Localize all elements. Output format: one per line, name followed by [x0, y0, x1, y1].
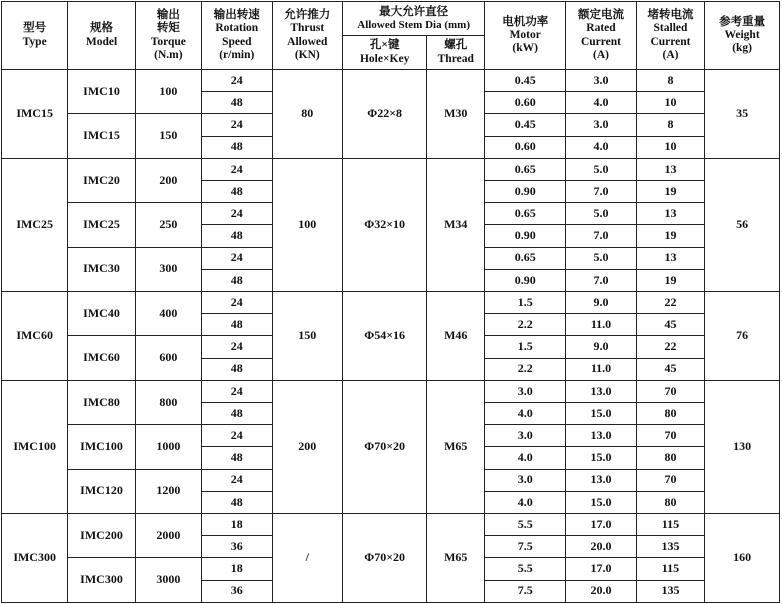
- stalled-current-cell: 10: [636, 136, 704, 158]
- rated-current-cell: 13.0: [566, 380, 637, 402]
- stalled-current-cell: 19: [636, 269, 704, 291]
- header-thread: 螺孔 Thread: [427, 36, 485, 70]
- torque-cell: 3000: [135, 558, 201, 602]
- speed-cell: 24: [202, 114, 273, 136]
- table-header: [2, 2, 780, 70]
- header-model: 规格 Model: [68, 2, 135, 70]
- thrust-cell: 200: [272, 380, 343, 513]
- weight-cell: 35: [705, 70, 780, 159]
- rated-current-cell: 20.0: [566, 536, 637, 558]
- weight-cell: 130: [705, 380, 780, 513]
- type-cell: IMC300: [2, 514, 68, 603]
- motor-power-cell: 0.90: [485, 269, 566, 291]
- rated-current-cell: 7.0: [566, 181, 637, 203]
- rated-current-cell: 13.0: [566, 469, 637, 491]
- motor-power-cell: 5.5: [485, 514, 566, 536]
- hole-key-cell: Φ54×16: [343, 292, 427, 381]
- stalled-current-cell: 45: [636, 358, 704, 380]
- torque-cell: 200: [135, 158, 201, 202]
- model-cell: IMC40: [68, 292, 135, 336]
- model-cell: IMC10: [68, 70, 135, 114]
- rated-current-cell: 15.0: [566, 403, 637, 425]
- stalled-current-cell: 115: [636, 514, 704, 536]
- stalled-current-cell: 22: [636, 292, 704, 314]
- table-row: [2, 70, 780, 92]
- rated-current-cell: 17.0: [566, 514, 637, 536]
- thread-cell: M46: [427, 292, 485, 381]
- header-thrust: 允许推力 Thrust Allowed (KN): [272, 2, 343, 70]
- hole-key-cell: Φ70×20: [343, 514, 427, 603]
- motor-power-cell: 4.0: [485, 447, 566, 469]
- header-weight: 参考重量 Weight (kg): [705, 2, 780, 70]
- header-torque: 输出 转矩 Torque (N.m): [135, 2, 201, 70]
- rated-current-cell: 9.0: [566, 336, 637, 358]
- torque-cell: 1000: [135, 425, 201, 469]
- actuator-spec-table: [1, 1, 780, 603]
- motor-power-cell: 0.90: [485, 225, 566, 247]
- stalled-current-cell: 45: [636, 314, 704, 336]
- speed-cell: 24: [202, 292, 273, 314]
- motor-power-cell: 0.60: [485, 92, 566, 114]
- torque-cell: 100: [135, 70, 201, 114]
- rated-current-cell: 4.0: [566, 92, 637, 114]
- stalled-current-cell: 80: [636, 491, 704, 513]
- rated-current-cell: 15.0: [566, 491, 637, 513]
- motor-power-cell: 5.5: [485, 558, 566, 580]
- rated-current-cell: 4.0: [566, 136, 637, 158]
- stalled-current-cell: 115: [636, 558, 704, 580]
- torque-cell: 600: [135, 336, 201, 380]
- rated-current-cell: 5.0: [566, 203, 637, 225]
- stalled-current-cell: 19: [636, 181, 704, 203]
- motor-power-cell: 2.2: [485, 358, 566, 380]
- stalled-current-cell: 70: [636, 425, 704, 447]
- speed-cell: 48: [202, 491, 273, 513]
- motor-power-cell: 3.0: [485, 469, 566, 491]
- table-row: [2, 158, 780, 180]
- model-cell: IMC30: [68, 247, 135, 291]
- stalled-current-cell: 8: [636, 114, 704, 136]
- rated-current-cell: 7.0: [566, 269, 637, 291]
- header-speed: 输出转速 Rotation Speed (r/min): [202, 2, 273, 70]
- speed-cell: 36: [202, 580, 273, 602]
- thread-cell: M65: [427, 380, 485, 513]
- rated-current-cell: 5.0: [566, 247, 637, 269]
- motor-power-cell: 3.0: [485, 380, 566, 402]
- torque-cell: 800: [135, 380, 201, 424]
- model-cell: IMC120: [68, 469, 135, 513]
- motor-power-cell: 4.0: [485, 491, 566, 513]
- rated-current-cell: 17.0: [566, 558, 637, 580]
- speed-cell: 48: [202, 225, 273, 247]
- rated-current-cell: 5.0: [566, 158, 637, 180]
- stalled-current-cell: 22: [636, 336, 704, 358]
- stalled-current-cell: 70: [636, 469, 704, 491]
- model-cell: IMC80: [68, 380, 135, 424]
- stalled-current-cell: 13: [636, 247, 704, 269]
- motor-power-cell: 1.5: [485, 336, 566, 358]
- thrust-cell: 100: [272, 158, 343, 291]
- rated-current-cell: 9.0: [566, 292, 637, 314]
- speed-cell: 48: [202, 181, 273, 203]
- rated-current-cell: 3.0: [566, 114, 637, 136]
- speed-cell: 18: [202, 514, 273, 536]
- speed-cell: 24: [202, 336, 273, 358]
- motor-power-cell: 2.2: [485, 314, 566, 336]
- motor-power-cell: 3.0: [485, 425, 566, 447]
- torque-cell: 400: [135, 292, 201, 336]
- motor-power-cell: 0.60: [485, 136, 566, 158]
- stalled-current-cell: 8: [636, 70, 704, 92]
- weight-cell: 160: [705, 514, 780, 603]
- model-cell: IMC200: [68, 514, 135, 558]
- thread-cell: M34: [427, 158, 485, 291]
- speed-cell: 48: [202, 269, 273, 291]
- stalled-current-cell: 80: [636, 403, 704, 425]
- stalled-current-cell: 13: [636, 203, 704, 225]
- torque-cell: 150: [135, 114, 201, 158]
- stalled-current-cell: 135: [636, 580, 704, 602]
- thread-cell: M30: [427, 70, 485, 159]
- weight-cell: 56: [705, 158, 780, 291]
- speed-cell: 24: [202, 203, 273, 225]
- thrust-cell: /: [272, 514, 343, 603]
- hole-key-cell: Φ32×10: [343, 158, 427, 291]
- type-cell: IMC15: [2, 70, 68, 159]
- speed-cell: 24: [202, 380, 273, 402]
- rated-current-cell: 11.0: [566, 358, 637, 380]
- speed-cell: 48: [202, 314, 273, 336]
- stalled-current-cell: 80: [636, 447, 704, 469]
- motor-power-cell: 0.90: [485, 181, 566, 203]
- rated-current-cell: 15.0: [566, 447, 637, 469]
- speed-cell: 48: [202, 136, 273, 158]
- model-cell: IMC20: [68, 158, 135, 202]
- motor-power-cell: 1.5: [485, 292, 566, 314]
- speed-cell: 24: [202, 469, 273, 491]
- motor-power-cell: 7.5: [485, 536, 566, 558]
- header-stem-dia: 最大允许直径 Allowed Stem Dia (mm): [343, 2, 485, 36]
- hole-key-cell: Φ70×20: [343, 380, 427, 513]
- model-cell: IMC25: [68, 203, 135, 247]
- header-motor: 电机功率 Motor (kW): [485, 2, 566, 70]
- thread-cell: M65: [427, 514, 485, 603]
- torque-cell: 2000: [135, 514, 201, 558]
- type-cell: IMC100: [2, 380, 68, 513]
- model-cell: IMC300: [68, 558, 135, 602]
- speed-cell: 48: [202, 403, 273, 425]
- speed-cell: 48: [202, 92, 273, 114]
- speed-cell: 48: [202, 358, 273, 380]
- type-cell: IMC25: [2, 158, 68, 291]
- motor-power-cell: 0.65: [485, 158, 566, 180]
- header-stalled-current: 堵转电流 Stalled Current (A): [636, 2, 704, 70]
- header-rated-current: 额定电流 Rated Current (A): [566, 2, 637, 70]
- speed-cell: 24: [202, 247, 273, 269]
- header-type: 型号 Type: [2, 2, 68, 70]
- rated-current-cell: 3.0: [566, 70, 637, 92]
- rated-current-cell: 7.0: [566, 225, 637, 247]
- motor-power-cell: 7.5: [485, 580, 566, 602]
- torque-cell: 1200: [135, 469, 201, 513]
- thrust-cell: 80: [272, 70, 343, 159]
- rated-current-cell: 20.0: [566, 580, 637, 602]
- stalled-current-cell: 70: [636, 380, 704, 402]
- stalled-current-cell: 19: [636, 225, 704, 247]
- thrust-cell: 150: [272, 292, 343, 381]
- table-row: [2, 292, 780, 314]
- stalled-current-cell: 10: [636, 92, 704, 114]
- rated-current-cell: 13.0: [566, 425, 637, 447]
- speed-cell: 18: [202, 558, 273, 580]
- weight-cell: 76: [705, 292, 780, 381]
- model-cell: IMC15: [68, 114, 135, 158]
- motor-power-cell: 0.45: [485, 70, 566, 92]
- hole-key-cell: Φ22×8: [343, 70, 427, 159]
- table-row: [2, 514, 780, 536]
- rated-current-cell: 11.0: [566, 314, 637, 336]
- header-hole-key: 孔×键 Hole×Key: [343, 36, 427, 70]
- motor-power-cell: 0.45: [485, 114, 566, 136]
- torque-cell: 250: [135, 203, 201, 247]
- motor-power-cell: 4.0: [485, 403, 566, 425]
- speed-cell: 24: [202, 425, 273, 447]
- model-cell: IMC60: [68, 336, 135, 380]
- stalled-current-cell: 135: [636, 536, 704, 558]
- type-cell: IMC60: [2, 292, 68, 381]
- torque-cell: 300: [135, 247, 201, 291]
- table-body: [2, 70, 780, 603]
- model-cell: IMC100: [68, 425, 135, 469]
- speed-cell: 36: [202, 536, 273, 558]
- speed-cell: 48: [202, 447, 273, 469]
- table-row: [2, 380, 780, 402]
- motor-power-cell: 0.65: [485, 203, 566, 225]
- motor-power-cell: 0.65: [485, 247, 566, 269]
- speed-cell: 24: [202, 158, 273, 180]
- stalled-current-cell: 13: [636, 158, 704, 180]
- speed-cell: 24: [202, 70, 273, 92]
